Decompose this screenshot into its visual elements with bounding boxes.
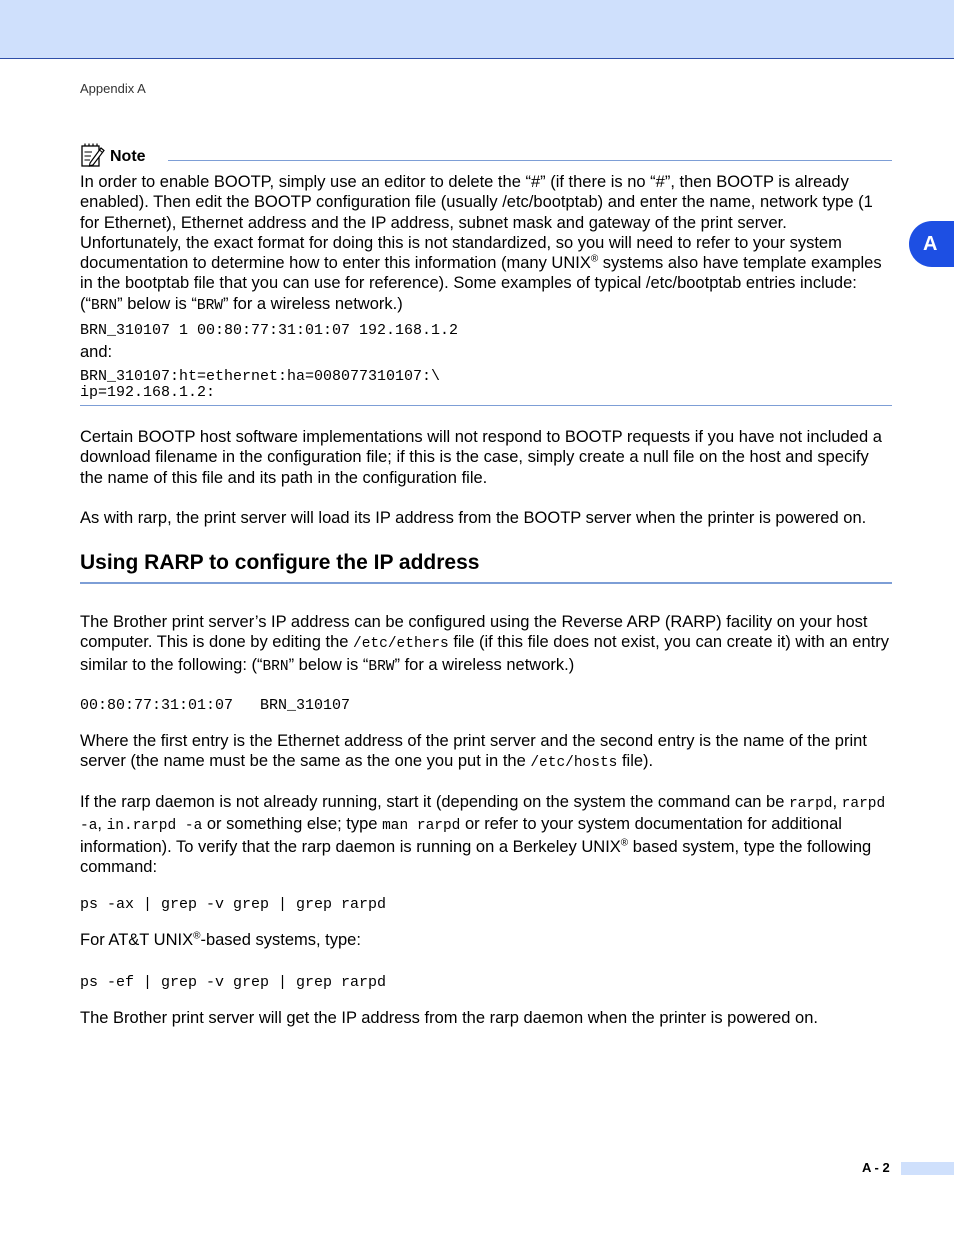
note-header [80,140,892,170]
paragraph-text: ” below is “ [288,655,369,674]
bootptab-example-1: BRN_310107 1 00:80:77:31:01:07 192.168.1.2 [80,322,459,340]
note-box [80,140,892,406]
header-band [0,0,954,59]
att-command: ps -ef | grep -v grep | grep rarpd [80,974,387,991]
paragraph-text: ” for a wireless network.) [394,655,575,674]
inline-code-ethers: /etc/ethers [353,636,449,653]
rarp-paragraph-3 [80,792,892,877]
note-text: systems also have template examples in the bootptab file that you can use for reference). Some examples of typical /etc/bootptab entries include: (“ [80,254,882,313]
note-bottom-rule [80,405,892,406]
bootp-paragraph-1: Certain BOOTP host software implementations will not respond to BOOTP requests if you have not included a download filename in the configuration file; if this is the case, simply create a null file on the host and specify the name of this file and its path in the configuration file. [80,428,882,487]
inline-code-brw: BRW [196,297,223,314]
paragraph-text: or something else; type [202,815,383,834]
att-paragraph [80,930,892,950]
inline-code-brw: BRW [368,658,395,675]
appendix-side-tab: A [909,221,954,267]
registered-mark: ® [620,837,629,849]
paragraph-text: If the rarp daemon is not already running, start it (depending on the system the command can be [80,793,789,811]
paragraph-text: , [832,793,842,811]
chapter-label: Appendix A [80,81,146,96]
note-and: and: [80,343,113,362]
paragraph-text: , [97,815,107,834]
inline-code-rarpd-a: rarpd -a [80,796,886,835]
section-heading: Using RARP to configure the IP address [80,551,480,574]
registered-mark: ® [590,253,599,265]
ethers-example: 00:80:77:31:01:07 BRN_310107 [80,697,351,714]
paragraph-text: Where the first entry is the Ethernet address of the print server and the second entry is the name of the print server (the name must be the same as the one you put in the [80,732,867,771]
note-top-rule [168,160,892,161]
paragraph-text: or refer to your system documentation for additional information). To verify that the rarp daemon is running on a Berkeley UNIX [80,815,842,856]
section-rule [80,582,892,584]
rarp-paragraph-2 [80,731,892,774]
paragraph-text: -based systems, type: [200,931,361,949]
inline-code-brn: BRN [262,658,289,675]
note-pad-icon [80,142,105,168]
note-text: ” for a wireless network.) [223,294,403,313]
note-text: ” below is “ [117,294,197,313]
rarp-paragraph-1 [80,612,892,677]
inline-code-hosts: /etc/hosts [530,755,618,772]
inline-code-in-rarpd: in.rarpd -a [106,818,203,835]
bootp-paragraph-2: As with rarp, the print server will load its IP address from the BOOTP server when the printer is powered on. [80,509,867,527]
berkeley-command: ps -ax | grep -v grep | grep rarpd [80,896,387,913]
paragraph-text: For AT&T UNIX [80,931,194,949]
bootptab-example-2a: BRN_310107:ht=ethernet:ha=008077310107:\ [80,368,441,386]
inline-code-man-rarpd: man rarpd [382,818,461,835]
rarp-paragraph-5: The Brother print server will get the IP address from the rarp daemon when the printer is powered on. [80,1009,818,1027]
inline-code-rarpd: rarpd [788,796,833,812]
paragraph-text: file). [617,752,654,771]
inline-code-brn: BRN [91,297,118,314]
page-number: A - 2 [862,1160,890,1175]
footer-tab [901,1162,954,1175]
registered-mark: ® [193,930,201,942]
bootptab-example-2b: ip=192.168.1.2: [80,384,216,402]
note-text: In order to enable BOOTP, simply use an editor to delete the “#” (if there is no “#”, then BOOTP is already enabled). Then edit the BOOTP configuration file (usually /etc/bootptab) and enter the name, network type (1 for Ethernet), Ethernet address and the IP address, subnet mask and gateway of the print server. Unfortunately, the exact format for doing this is not standardized, so you will need to refer to your system documentation to determine how to enter this information (many UNIX [80,173,873,273]
paragraph-text: The Brother print server’s IP address can be configured using the Reverse ARP (RARP) facility on your host computer. This is done by editing the [80,613,868,652]
note-title: Note [110,148,146,165]
paragraph-text: based system, type the following command: [80,837,872,876]
note-paragraph [80,172,892,316]
paragraph-text: file (if this file does not exist, you can create it) with an entry similar to the following: (“ [80,633,889,674]
